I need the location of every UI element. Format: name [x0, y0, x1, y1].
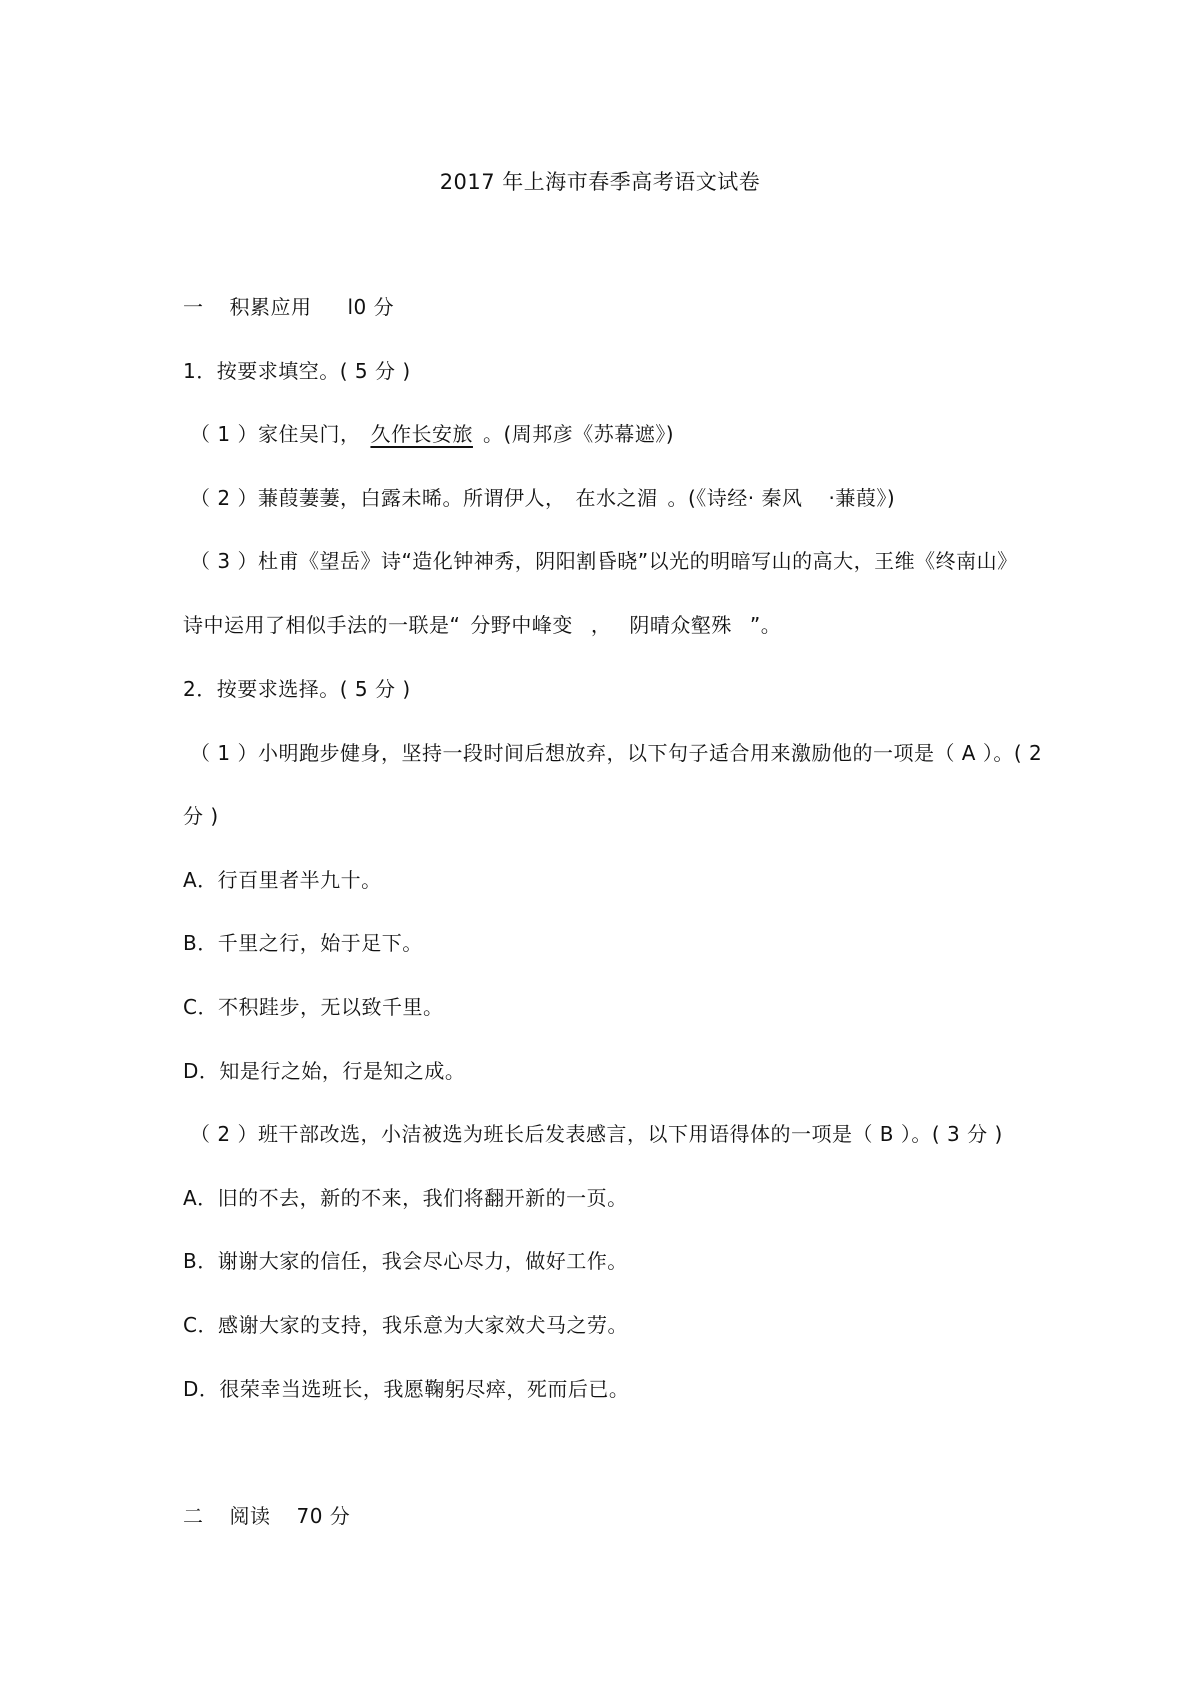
part-2-option-a: A．旧的不去，新的不来，我们将翻开新的一页。: [183, 1186, 628, 1210]
item-1-suffix: 。(周邦彦《苏幕遮》): [482, 422, 675, 446]
question-2-part-1-line-1: （ 1 ）小明跑步健身，坚持一段时间后想放弃，以下句子适合用来激励他的一项是（ A ）。( 2: [190, 741, 1043, 765]
item-1-answer: 久作长安旅: [370, 422, 473, 446]
part-2-option-b: B．谢谢大家的信任，我会尽心尽力，做好工作。: [183, 1249, 628, 1273]
item-2-prefix: （ 2 ）蒹葭萋萋，白露未晞。所谓伊人，: [190, 486, 566, 510]
question-1-item-2: [190, 484, 895, 512]
section-2-heading: [183, 1502, 350, 1530]
item-3-comma: ，: [590, 613, 612, 637]
item-1-prefix: （ 1 ）家住吴门，: [190, 422, 361, 446]
question-2-part-1-line-2: 分 ): [183, 804, 219, 828]
part-1-option-d: D．知是行之始，行是知之成。: [183, 1059, 466, 1083]
item-2-suffix-2: ·蒹葭》): [828, 486, 896, 510]
item-3-answer-1: 分野中峰变: [470, 613, 573, 637]
question-1-item-3-line-2: [183, 611, 781, 639]
section-2-score: 70 分: [296, 1504, 351, 1528]
part-2-option-c: C．感谢大家的支持，我乐意为大家效犬马之劳。: [183, 1313, 628, 1337]
question-1-stem: 1．按要求填空。( 5 分 ): [183, 359, 411, 383]
section-1-heading: [183, 293, 394, 321]
question-2-part-2-stem: （ 2 ）班干部改选，小洁被选为班长后发表感言，以下用语得体的一项是（ B ）。( 3 分 ): [190, 1122, 1003, 1146]
section-2-name: 阅读: [229, 1504, 271, 1528]
section-2-number: 二: [183, 1504, 204, 1528]
item-2-answer: 在水之湄: [575, 486, 658, 510]
question-1-item-3-line-1: （ 3 ）杜甫《望岳》诗“造化钟神秀，阴阳割昏晓”以光的明暗写山的高大，王维《终南山》: [190, 549, 1018, 573]
part-2-option-d: D．很荣幸当选班长，我愿鞠躬尽瘁，死而后已。: [183, 1377, 630, 1401]
part-1-option-c: C．不积跬步，无以致千里。: [183, 995, 444, 1019]
item-3-prefix: 诗中运用了相似手法的一联是“: [183, 613, 461, 637]
section-1-name: 积累应用: [229, 295, 312, 319]
section-1-number: 一: [183, 295, 204, 319]
page-title: 2017 年上海市春季高考语文试卷: [439, 170, 761, 194]
part-1-option-b: B．千里之行，始于足下。: [183, 931, 423, 955]
item-3-answer-2: 阴晴众壑殊: [629, 613, 732, 637]
question-1-item-1: [190, 420, 674, 448]
part-1-option-a: A．行百里者半九十。: [183, 868, 382, 892]
question-2-stem: 2．按要求选择。( 5 分 ): [183, 677, 411, 701]
item-3-suffix: ”。: [749, 613, 782, 637]
item-2-suffix: 。(《诗经· 秦风: [667, 486, 803, 510]
section-1-score: l0 分: [347, 295, 395, 319]
